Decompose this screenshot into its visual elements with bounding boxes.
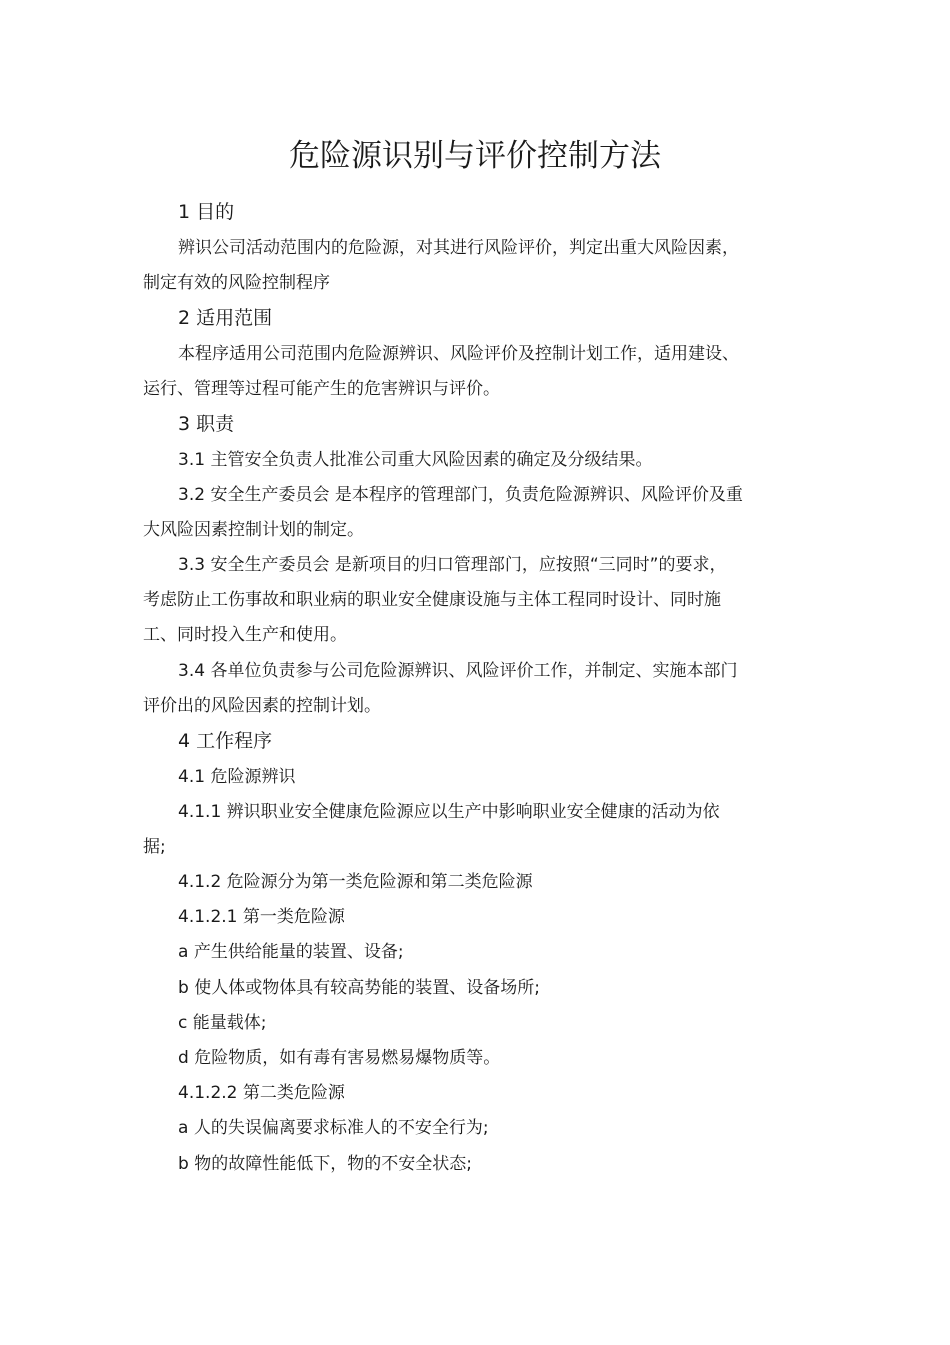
clause-3-2-line: 大风险因素控制计划的制定。 [143,520,364,540]
clause-4-1-2: 4.1.2 危险源分为第一类危险源和第二类危险源 [178,872,533,892]
list-item: d 危险物质，如有毒有害易燃易爆物质等。 [178,1048,501,1068]
clause-4-1: 4.1 危险源辨识 [178,767,296,787]
list-item: b 物的故障性能低下，物的不安全状态; [178,1154,472,1174]
section-1-paragraph-line: 辨识公司活动范围内的危险源，对其进行风险评价，判定出重大风险因素， [178,238,739,258]
section-2-heading: 2 适用范围 [178,307,273,329]
list-item: b 使人体或物体具有较高势能的装置、设备场所; [178,978,540,998]
clause-3-3-line: 工、同时投入生产和使用。 [143,625,347,645]
list-item: a 产生供给能量的装置、设备; [178,942,404,962]
clause-3-4-line: 评价出的风险因素的控制计划。 [143,696,381,716]
clause-3-4-line: 3.4 各单位负责参与公司危险源辨识、风险评价工作，并制定、实施本部门 [178,661,738,681]
section-3-heading: 3 职责 [178,413,235,435]
section-4-heading: 4 工作程序 [178,730,273,752]
clause-3-3-line: 考虑防止工伤事故和职业病的职业安全健康设施与主体工程同时设计、同时施 [143,590,721,610]
clause-4-1-2-1: 4.1.2.1 第一类危险源 [178,907,345,927]
clause-4-1-1-line: 据; [143,837,166,857]
document-title: 危险源识别与评价控制方法 [289,138,661,174]
clause-4-1-1-line: 4.1.1 辨识职业安全健康危险源应以生产中影响职业安全健康的活动为依 [178,802,720,822]
section-1-paragraph-line: 制定有效的风险控制程序 [143,273,330,293]
section-1-heading: 1 目的 [178,201,235,223]
list-item: a 人的失误偏离要求标准人的不安全行为; [178,1118,489,1138]
section-2-paragraph-line: 运行、管理等过程可能产生的危害辨识与评价。 [143,379,500,399]
clause-4-1-2-2: 4.1.2.2 第二类危险源 [178,1083,345,1103]
list-item: c 能量载体; [178,1013,267,1033]
section-2-paragraph-line: 本程序适用公司范围内危险源辨识、风险评价及控制计划工作，适用建设、 [178,344,739,364]
clause-3-2-line: 3.2 安全生产委员会 是本程序的管理部门，负责危险源辨识、风险评价及重 [178,485,743,505]
clause-3-1: 3.1 主管安全负责人批准公司重大风险因素的确定及分级结果。 [178,450,653,470]
clause-3-3-line: 3.3 安全生产委员会 是新项目的归口管理部门，应按照“三同时”的要求， [178,555,727,575]
